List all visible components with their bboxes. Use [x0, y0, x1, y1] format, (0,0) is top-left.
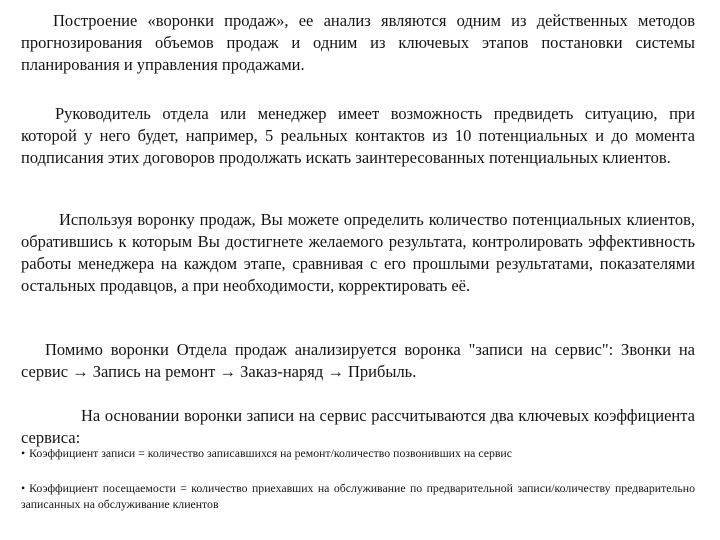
paragraph-service-funnel: Помимо воронки Отдела продаж анализируется воронка "записи на сервис": Звонки на сервис → Запись на ремонт → Заказ-наряд → Прибыль.	[21, 340, 695, 381]
paragraph-service-coefficients: На основании воронки записи на сервис рассчитываются два ключевых коэффициента сервиса:	[21, 406, 695, 447]
paragraph-funnel-usage: Используя воронку продаж, Вы можете определить количество потенциальных клиентов, обратившись к которым Вы достигнете желаемого результата, контролировать эффективность работы менеджера на каждом этапе, сравнивая с его прошлыми результатами, показателями остальных продавцов, а при необходимости, корректировать её.	[21, 210, 695, 295]
bullet-text: Коэффициент посещаемости = количество приехавших на обслуживание по предварительной записи/количеству предварительно записанных на обслуживание клиентов	[21, 481, 695, 511]
bullet-marker: •	[21, 446, 26, 460]
paragraph-manager-foresight: Руководитель отдела или менеджер имеет возможность предвидеть ситуацию, при которой у него будет, например, 5 реальных контактов из 10 потенциальных и до момента подписания этих договоров продолжать искать заинтересованных потенциальных клиентов.	[21, 104, 695, 167]
bullet-text: Коэффициент записи = количество записавшихся на ремонт/количество позвонивших на сервис	[29, 446, 512, 460]
bullet-marker: •	[21, 481, 26, 495]
paragraph-sales-funnel-intro: Построение «воронки продаж», ее анализ являются одним из действенных методов прогнозирования объемов продаж и одним из ключевых этапов постановки системы планирования и управления продажами.	[21, 11, 695, 74]
bullet-attendance-coefficient	[21, 480, 695, 512]
bullet-booking-coefficient	[21, 445, 695, 461]
